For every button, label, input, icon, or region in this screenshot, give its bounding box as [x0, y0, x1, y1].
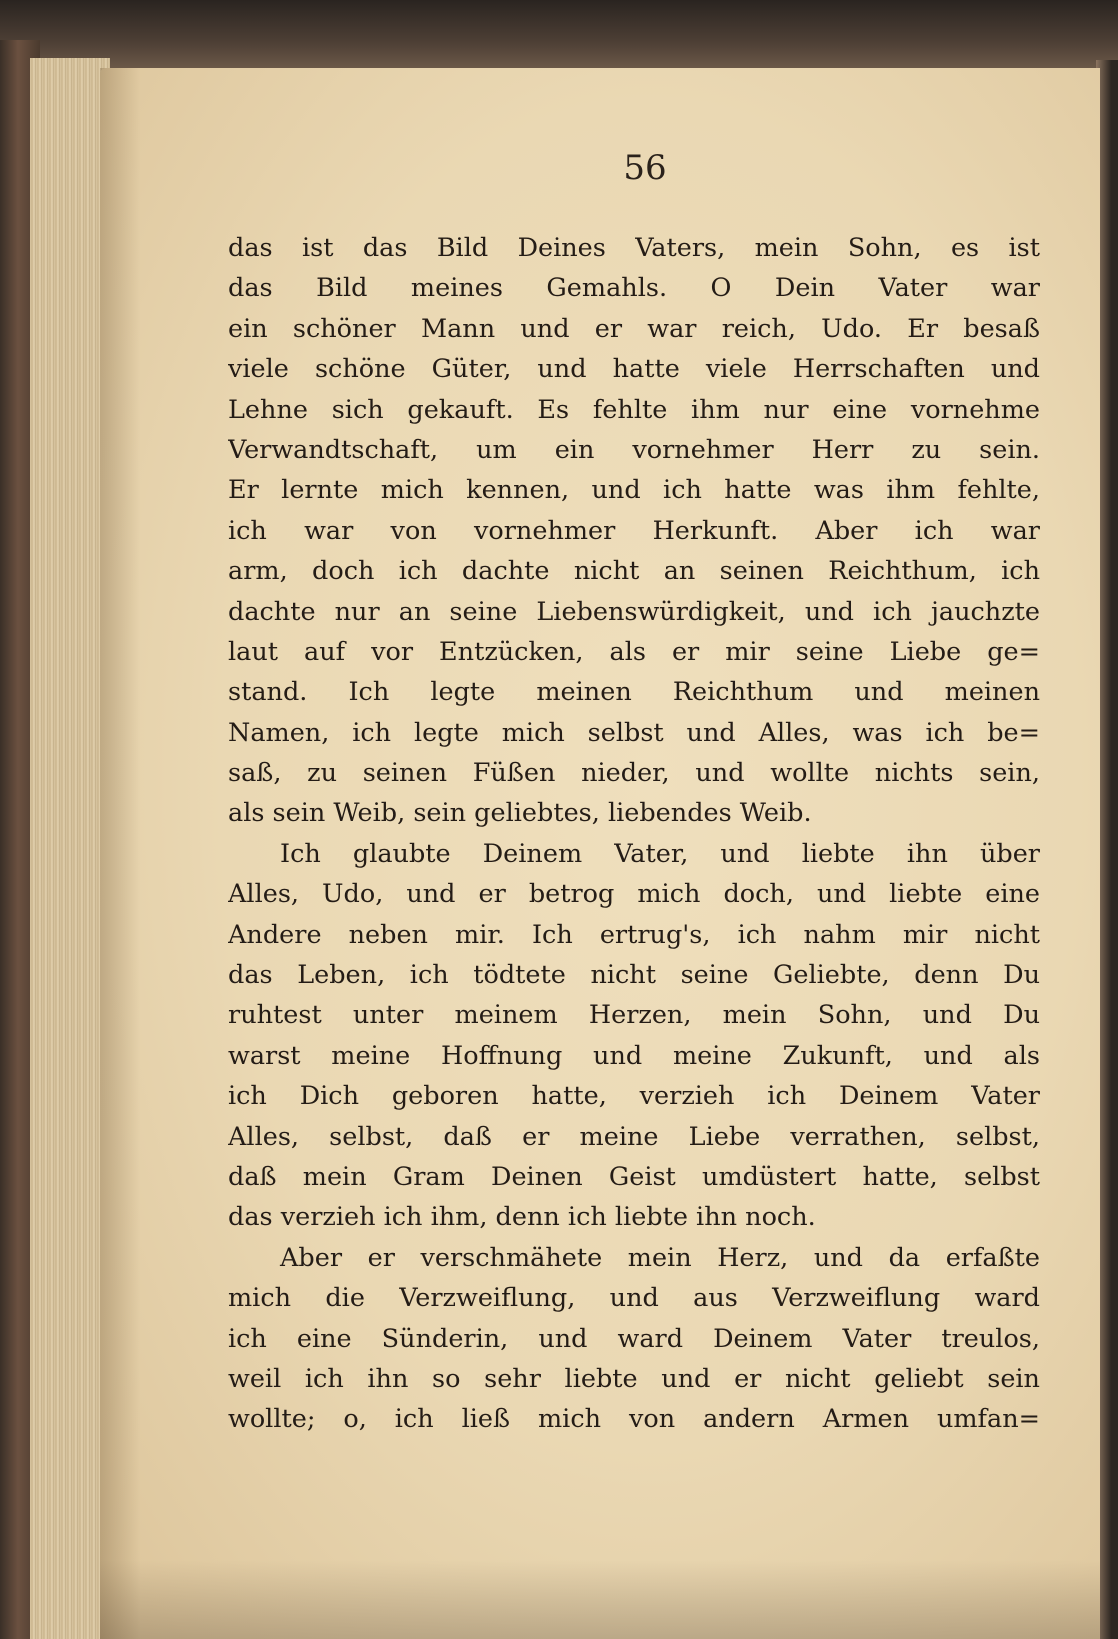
text-line: das Leben, ich tödtete nicht seine Geliebte, denn Du — [228, 960, 1040, 991]
text-line: laut auf vor Entzücken, als er mir seine Liebe ge= — [228, 636, 1040, 667]
text-line: Ich glaubte Deinem Vater, und liebte ihn über — [280, 838, 1040, 869]
text-line: ich eine Sünderin, und ward Deinem Vater treulos, — [228, 1323, 1040, 1354]
text-line: das verzieh ich ihm, denn ich liebte ihn noch. — [228, 1202, 816, 1233]
text-line: dachte nur an seine Liebenswürdigkeit, und ich jauchzte — [228, 596, 1040, 627]
text-line: wollte; o, ich ließ mich von andern Armen umfan= — [228, 1404, 1040, 1435]
text-line: ich Dich geboren hatte, verzieh ich Deinem Vater — [228, 1081, 1040, 1112]
page-edges — [30, 58, 110, 1639]
text-line: Namen, ich legte mich selbst und Alles, was ich be= — [228, 717, 1040, 748]
text-line: daß mein Gram Deinen Geist umdüstert hatte, selbst — [228, 1161, 1040, 1192]
text-line: Aber er verschmähete mein Herz, und da erfaßte — [280, 1242, 1040, 1273]
text-line: das Bild meines Gemahls. O Dein Vater war — [228, 273, 1040, 304]
text-line: arm, doch ich dachte nicht an seinen Reichthum, ich — [228, 556, 1040, 587]
book-cover-top — [0, 0, 1118, 70]
text-line: saß, zu seinen Füßen nieder, und wollte nichts sein, — [228, 758, 1040, 789]
text-line: Er lernte mich kennen, und ich hatte was ihm fehlte, — [228, 475, 1040, 506]
text-line: weil ich ihn so sehr liebte und er nicht geliebt sein — [228, 1363, 1040, 1394]
text-line: ich war von vornehmer Herkunft. Aber ich war — [228, 515, 1040, 546]
text-line: Lehne sich gekauft. Es fehlte ihm nur eine vornehme — [228, 394, 1040, 425]
text-line: Alles, Udo, und er betrog mich doch, und liebte eine — [228, 879, 1040, 910]
text-line: Verwandtschaft, um ein vornehmer Herr zu sein. — [228, 434, 1040, 465]
text-line: das ist das Bild Deines Vaters, mein Sohn, es ist — [228, 233, 1040, 263]
text-line: warst meine Hoffnung und meine Zukunft, und als — [228, 1040, 1040, 1071]
text-line: viele schöne Güter, und hatte viele Herrschaften und — [228, 354, 1040, 385]
text-line: mich die Verzweiflung, und aus Verzweiflung ward — [228, 1283, 1040, 1314]
text-line: als sein Weib, sein geliebtes, liebendes Weib. — [228, 798, 812, 829]
text-line: Andere neben mir. Ich ertrug's, ich nahm mir nicht — [228, 919, 1040, 950]
body-text — [228, 228, 1040, 1440]
text-line: ruhtest unter meinem Herzen, mein Sohn, und Du — [228, 1000, 1040, 1031]
page-number: 56 — [623, 148, 667, 188]
text-line: Alles, selbst, daß er meine Liebe verrathen, selbst, — [228, 1121, 1040, 1152]
text-line: ein schöner Mann und er war reich, Udo. Er besaß — [228, 313, 1040, 344]
page-bottom-shadow — [100, 1560, 1100, 1639]
text-line: stand. Ich legte meinen Reichthum und meinen — [228, 677, 1040, 708]
